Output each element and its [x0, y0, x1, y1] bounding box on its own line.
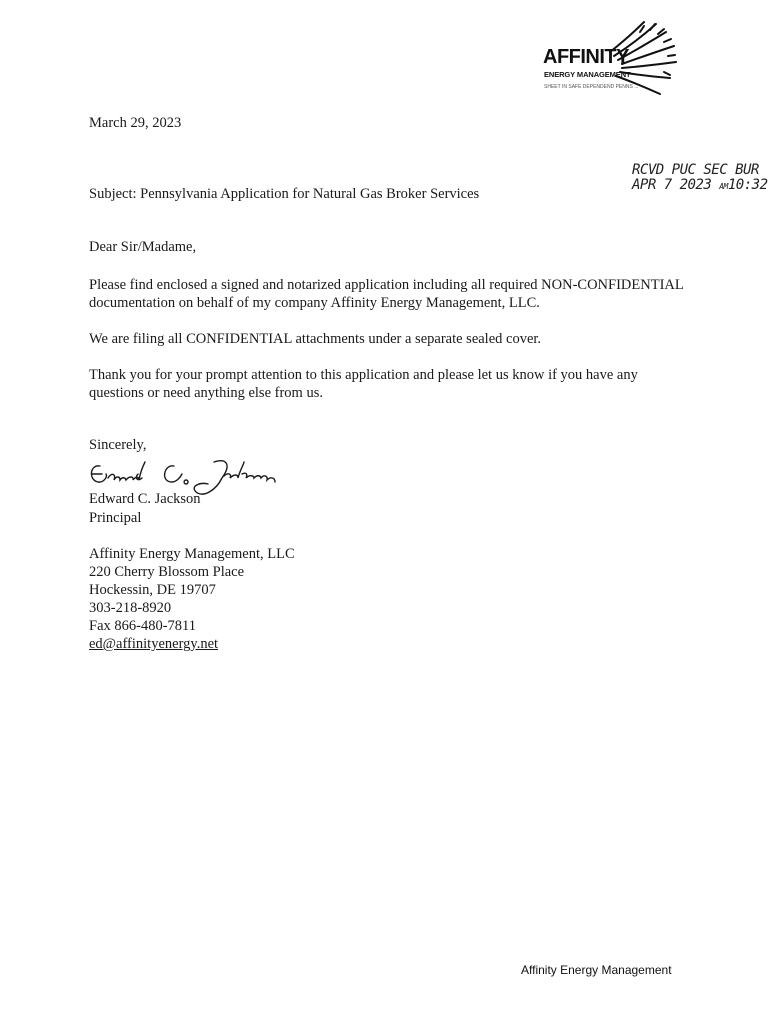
address-city: Hockessin, DE 19707: [89, 582, 216, 598]
page-footer: Affinity Energy Management: [521, 963, 672, 977]
received-stamp: [632, 163, 768, 194]
stamp-line1: RCVD PUC SEC BUR: [632, 162, 759, 178]
company-logo: [540, 16, 680, 96]
address-fax: Fax 866-480-7811: [89, 618, 196, 634]
stamp-line2: [632, 178, 768, 194]
body-paragraph-2: We are filing all CONFIDENTIAL attachments under a separate sealed cover.: [89, 331, 542, 347]
address-block: [89, 545, 295, 653]
letter-subject: Subject: Pennsylvania Application for Natural Gas Broker Services: [89, 186, 480, 202]
logo-wordmark: AFFINITY: [543, 46, 629, 68]
signer-name: Edward C. Jackson: [89, 491, 201, 507]
stamp-ampm: AM: [719, 182, 728, 191]
logo-tagline: SHEET IN SAFE DEPENDEND PENNS ...: [544, 84, 639, 90]
logo-subtitle: ENERGY MANAGEMENT: [544, 70, 631, 79]
body-paragraph-1: Please find enclosed a signed and notarized application including all required NON-CONFIDENTIAL documentation on behalf of my company Affinity Energy Management, LLC.: [89, 277, 684, 311]
letter-closing: Sincerely,: [89, 437, 147, 453]
signer-title: Principal: [89, 510, 142, 526]
letter-date: March 29, 2023: [89, 115, 182, 131]
stamp-time: 10:32: [727, 177, 768, 193]
body-paragraph-3: Thank you for your prompt attention to this application and please let us know if you have any questions or need anything else from us.: [89, 367, 638, 401]
address-street: 220 Cherry Blossom Place: [89, 564, 245, 580]
address-company: Affinity Energy Management, LLC: [89, 546, 295, 562]
email-link[interactable]: ed@affinityenergy.net: [89, 636, 219, 652]
letter-salutation: Dear Sir/Madame,: [89, 239, 197, 255]
address-phone: 303-218-8920: [89, 600, 172, 616]
stamp-date: APR 7 2023: [632, 177, 712, 193]
